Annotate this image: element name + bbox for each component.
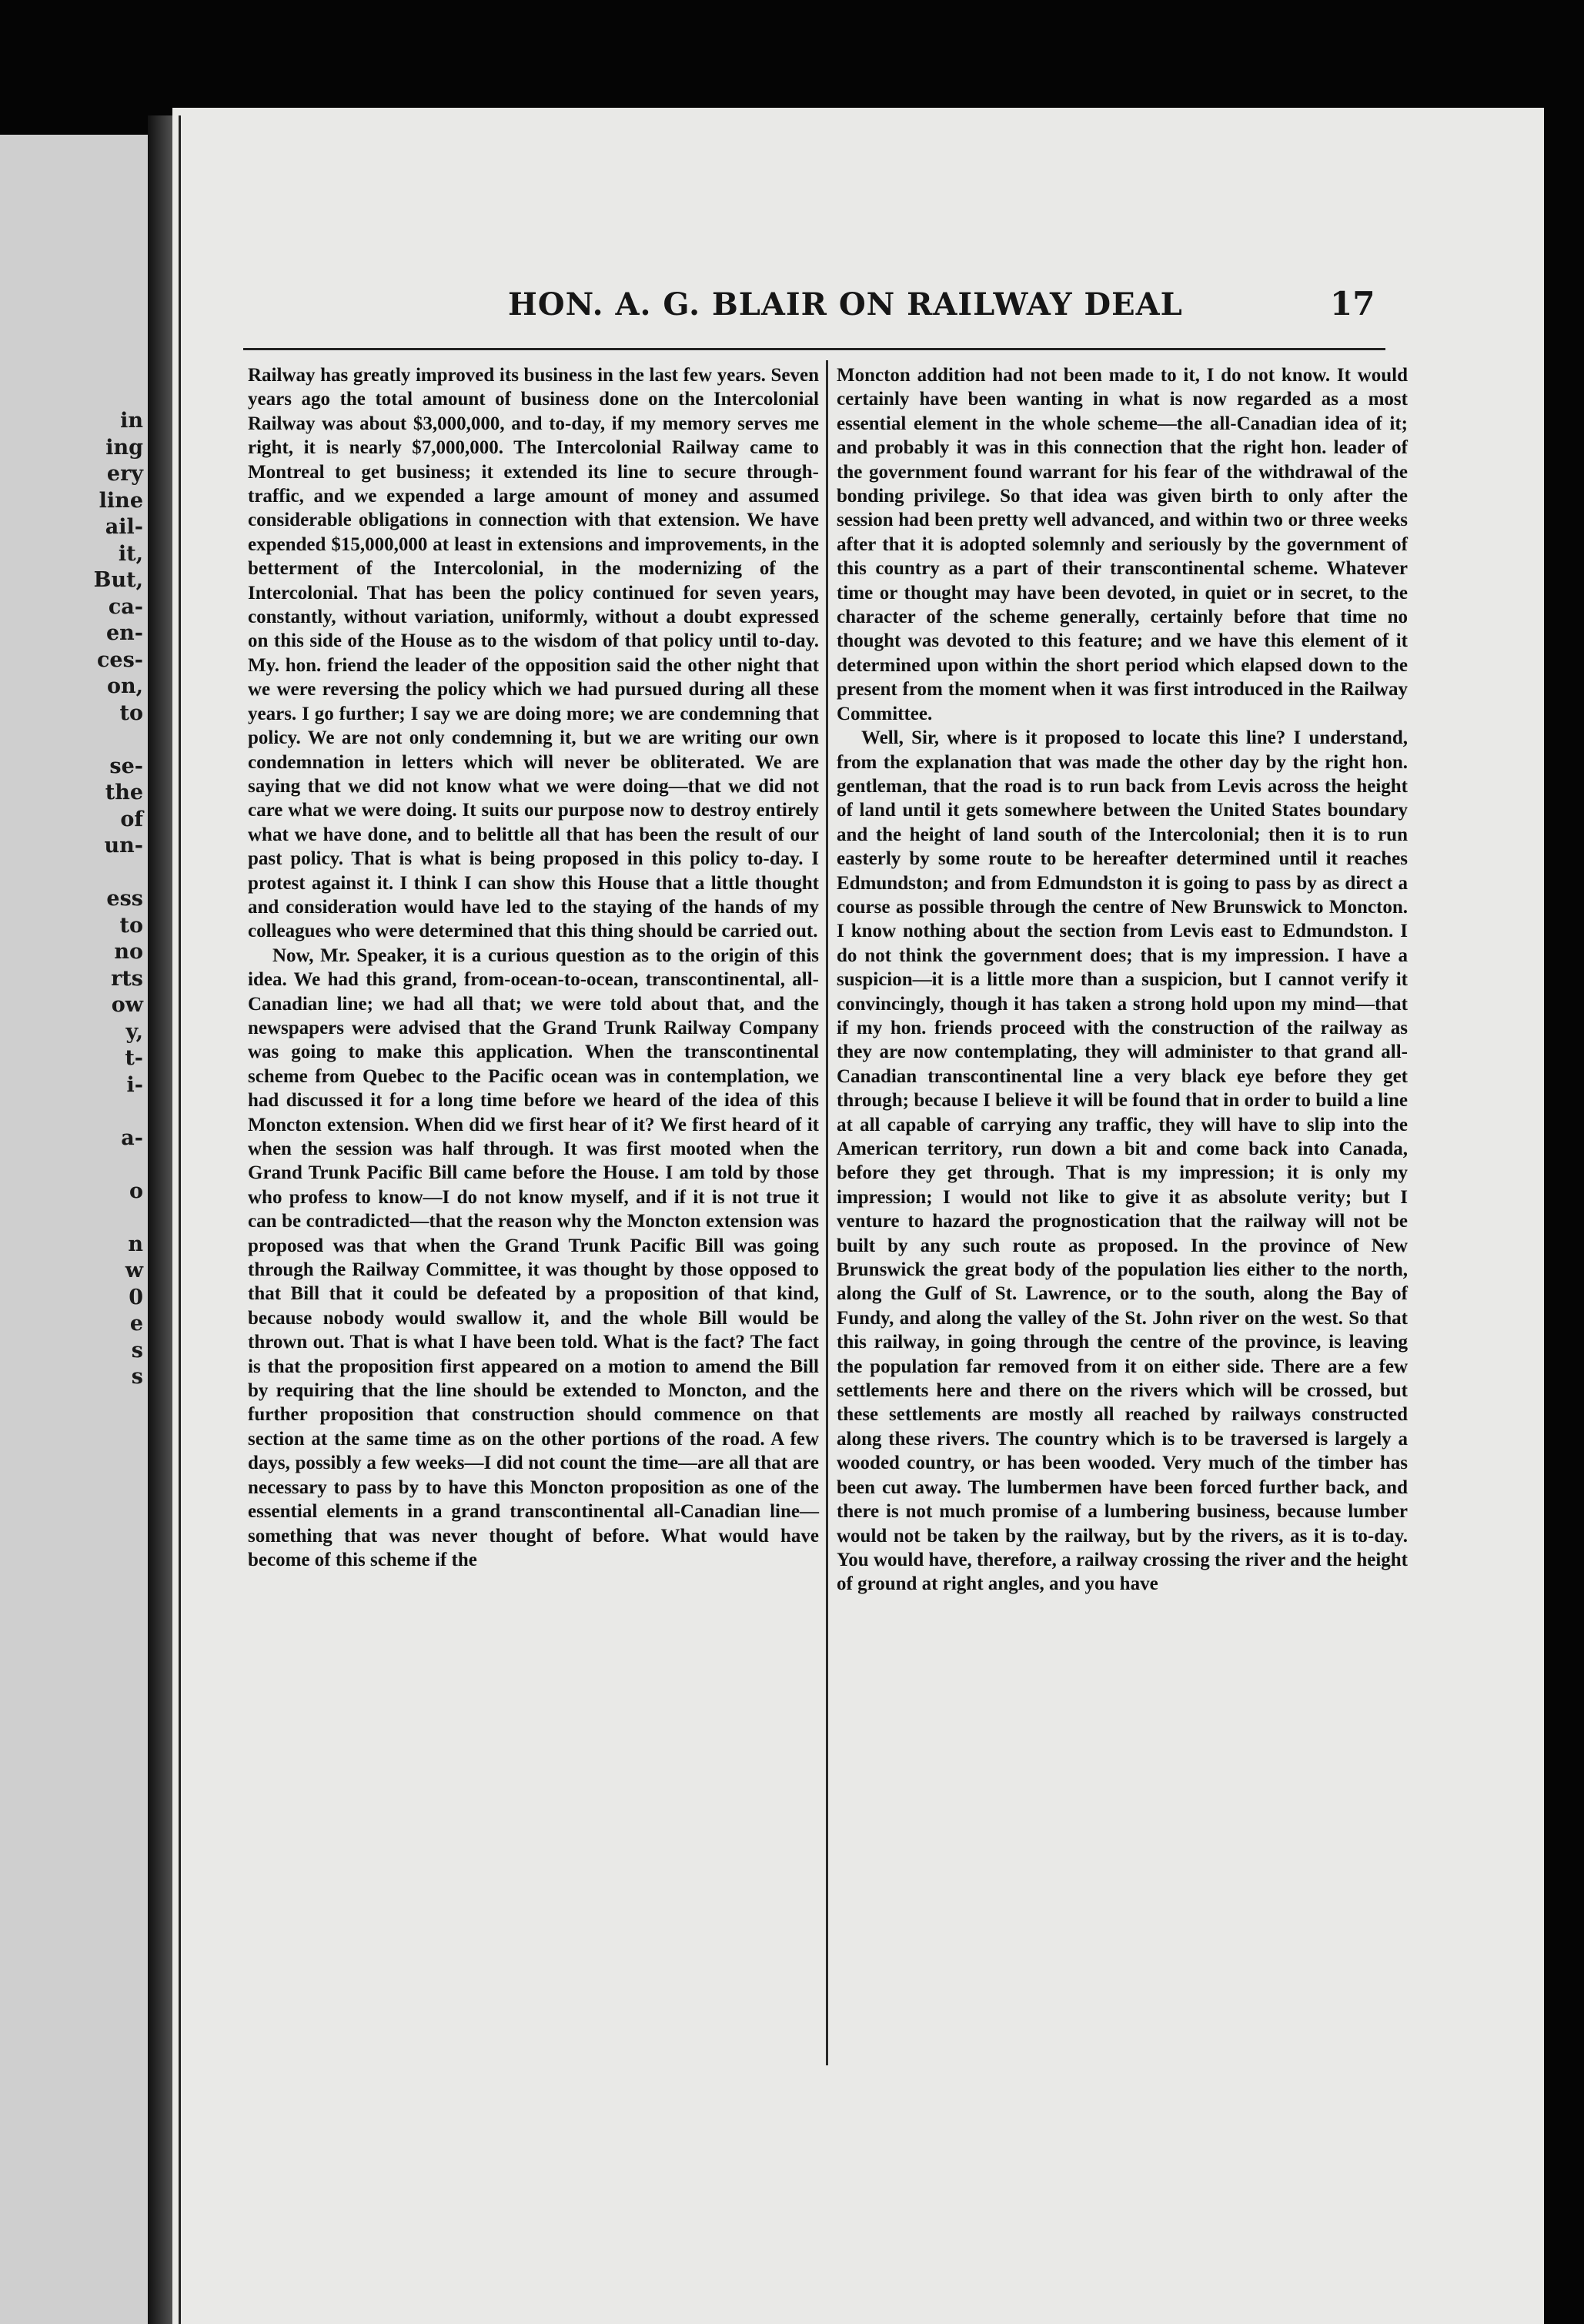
previous-page-fragment: ess: [106, 887, 143, 911]
header-rule: [243, 348, 1385, 350]
previous-page-fragment: the: [105, 781, 143, 804]
left-paragraph-1: Railway has greatly improved its business in the last few years. Seven years ago the total amount of business done on the Intercolonial Railway was about $3,000,000, and to-day, if my memory serves me right, it is nearly $7,000,000. The Intercolonial Railway came to Montreal to get business; it extended its line to secure through-traffic, and we expended a large amount of money and assumed considerable obligations in connection with that extension. We have expended $15,000,000 at least in extensions and improvements, in the betterment of the Intercolonial, in the modernizing of the Intercolonial. That has been the policy continued for seven years, constantly, without variation, uniformly, without a doubt expressed on this side of the House as to the wisdom of that policy until to-day. My. hon. friend the leader of the opposition said the other night that we were reversing the policy which we had pursued during all these years. I go further; I say we are doing more; we are condemning that policy. We are not only condemning it, but we are writing our own condemnation in letters which will never be obliterated. We are saying that we did not know what we were doing—that we did not care what we were doing. It suits our purpose now to destroy entirely what we have done, and to belittle all that has been the result of our past policy. That is what is being proposed in this policy to-day. I protest against it. I think I can show this House that a little thought and consideration would have led to the staying of the hands of my colleagues who were determined that this thing should be carried out.: [248, 365, 819, 942]
running-head: HON. A. G. BLAIR ON RAILWAY DEAL: [508, 286, 1183, 323]
previous-page-fragment: 0: [129, 1285, 143, 1309]
previous-page-fragment: to: [119, 913, 143, 938]
previous-page-fragment: in: [120, 409, 143, 433]
previous-page-fragment: [35, 1098, 143, 1125]
previous-page-fragment: a-: [121, 1125, 143, 1150]
previous-page-fragment: en-: [105, 621, 143, 645]
gutter-shadow: [148, 115, 174, 2324]
previous-page-fragment: t-: [125, 1046, 143, 1070]
previous-page-fragment: line: [99, 488, 143, 513]
previous-page-fragment: to: [119, 701, 143, 725]
previous-page-fragment: ces-: [96, 647, 143, 672]
previous-page-fragment: ail-: [105, 515, 143, 539]
previous-page-fragment: s: [131, 1338, 143, 1363]
previous-page-fragment: on,: [106, 674, 143, 698]
previous-page-fragment: [35, 1152, 143, 1179]
previous-page-edge: [0, 135, 148, 2324]
previous-page-fragment: e: [129, 1312, 143, 1336]
previous-page-fragment: se-: [109, 754, 143, 778]
previous-page-fragment: ca-: [108, 594, 143, 619]
previous-page-fragment: [35, 727, 143, 754]
previous-page-fragment: ing: [105, 435, 143, 460]
left-paragraph-2: Now, Mr. Speaker, it is a curious question as to the origin of this idea. We had this grand, from-ocean-to-ocean, transcontinental, all-Canadian line; we had all that; we were told about that, and the newspapers were advised that the Grand Trunk Railway Company was going to make this application. When the transcontinental scheme from Quebec to the Pacific ocean was in contemplation, we had discussed it for a long time before we heard of the idea of this Moncton extension. When did we first hear of it? We first heard of it when the session was half through. It was first mooted when the Grand Trunk Pacific Bill came before the House. I am told by those who profess to know—I do not know myself, and if it is not true it can be contradicted—that the reason why the Moncton extension was proposed was that when the Grand Trunk Pacific Bill was going through the Railway Committee, it was thought by those opposed to that Bill that it could be defeated by a proposition of that kind, because nobody would swallow it, and the whole Bill would be thrown out. That is what I have been told. What is the fact? The fact is that the proposition first appeared on a motion to amend the Bill by requiring that the line should be extended to Moncton, and the further proposition that construction should commence on that section at the same time as on the other portions of the road. A few days, possibly a few weeks—I did not count the time—are all that are necessary to pass by to have this Moncton proposition as one of the essential elements in a grand transcontinental all-Canadian line—something that was never thought of before. What would have become of this scheme if the: [248, 945, 819, 1570]
previous-page-fragment: no: [114, 940, 143, 964]
previous-page-fragment: y,: [125, 1019, 143, 1044]
previous-page-fragment: s: [131, 1365, 143, 1389]
previous-page-fragment: it,: [118, 541, 143, 566]
previous-page-fragment: ow: [111, 993, 143, 1017]
previous-page-fragment: [35, 860, 143, 887]
left-column: [248, 363, 819, 1572]
previous-page-fragment: But,: [93, 568, 143, 592]
right-paragraph-1: Moncton addition had not been made to it, I do not know. It would certainly have been wanting in what is now regarded as a most essential element in the whole scheme—the all-Canadian idea of it; and probably it was in this connection that the right hon. leader of the government found warrant for his fear of the withdrawal of the bonding privilege. So that idea was given birth to only after the session had been pretty well advanced, and within two or three weeks after that it is adopted solemnly and seriously by the government of this country as a part of their transcontinental scheme. Whatever time or thought may have been devoted, in quiet or in secret, to the character of the scheme generally, certainly before that time no thought was devoted to this feature; and we have this element of it determined upon within the short period which elapsed down to the present from the moment when it was first introduced in the Railway Committee.: [837, 365, 1408, 724]
previous-page-text-fragments: [35, 408, 143, 1391]
previous-page-fragment: o: [129, 1179, 143, 1203]
column-rule: [826, 360, 828, 2065]
previous-page-fragment: i-: [126, 1072, 143, 1097]
previous-page-fragment: ery: [106, 462, 143, 486]
previous-page-fragment: un-: [104, 834, 143, 858]
right-column: [837, 363, 1408, 1597]
right-paragraph-2: Well, Sir, where is it proposed to locate this line? I understand, from the explanation that was made the other day by the right hon. gentleman, that the road is to run back from Levis across the height of land until it gets somewhere between the United States boundary and the height of land south of the Intercolonial; then it is to run easterly by some route to be hereafter determined until it reaches Edmundston; and from Edmundston it is going to pass by as direct a course as possible through the centre of New Brunswick to Moncton. I know nothing about the section from Levis east to Edmundston. I do not think the government does; that is my impression. I have a suspicion—it is a little more than a suspicion, but I cannot verify it convincingly, though it has taken a strong hold upon my mind—that if my hon. friends proceed with the construction of the railway as they are now contemplating, they will administer to that grand all-Canadian transcontinental line a very black eye before they get through; because I believe it will be found that in order to build a line at all capable of carrying any traffic, they will have to slip into the American territory, run down a bit and come back into Canada, before they get through. That is my impression; it is only my impression; I would not like to give it as absolute verity; but I venture to hazard the prognostication that the railway will not be built by any such route as proposed. In the province of New Brunswick the great body of the population lies either to the north, along the Gulf of St. Lawrence, or to the south, along the Bay of Fundy, and along the valley of the St. John river on the west. So that this railway, in going through the centre of the province, is leaving the population far removed from it on either side. There are a few settlements here and there on the rivers which will be crossed, but these settlements are mostly all reached by railways constructed along these rivers. The country which is to be traversed is largely a wooded country, or has been wooded. Very much of the timber has been cut away. The lumbermen have been forced further back, and there is not much promise of a lumbering business, because lumber would not be taken by the railway, but by the rivers, as it is to-day. You would have, therefore, a railway crossing the river and the height of ground at right angles, and you have: [837, 727, 1408, 1595]
previous-page-fragment: rts: [111, 966, 143, 991]
page-number: 17: [1330, 285, 1375, 323]
previous-page-fragment: n: [128, 1232, 143, 1256]
previous-page-fragment: [35, 1205, 143, 1232]
gutter-rule: [179, 115, 181, 2324]
previous-page-fragment: w: [125, 1259, 143, 1282]
previous-page-fragment: of: [120, 807, 143, 831]
